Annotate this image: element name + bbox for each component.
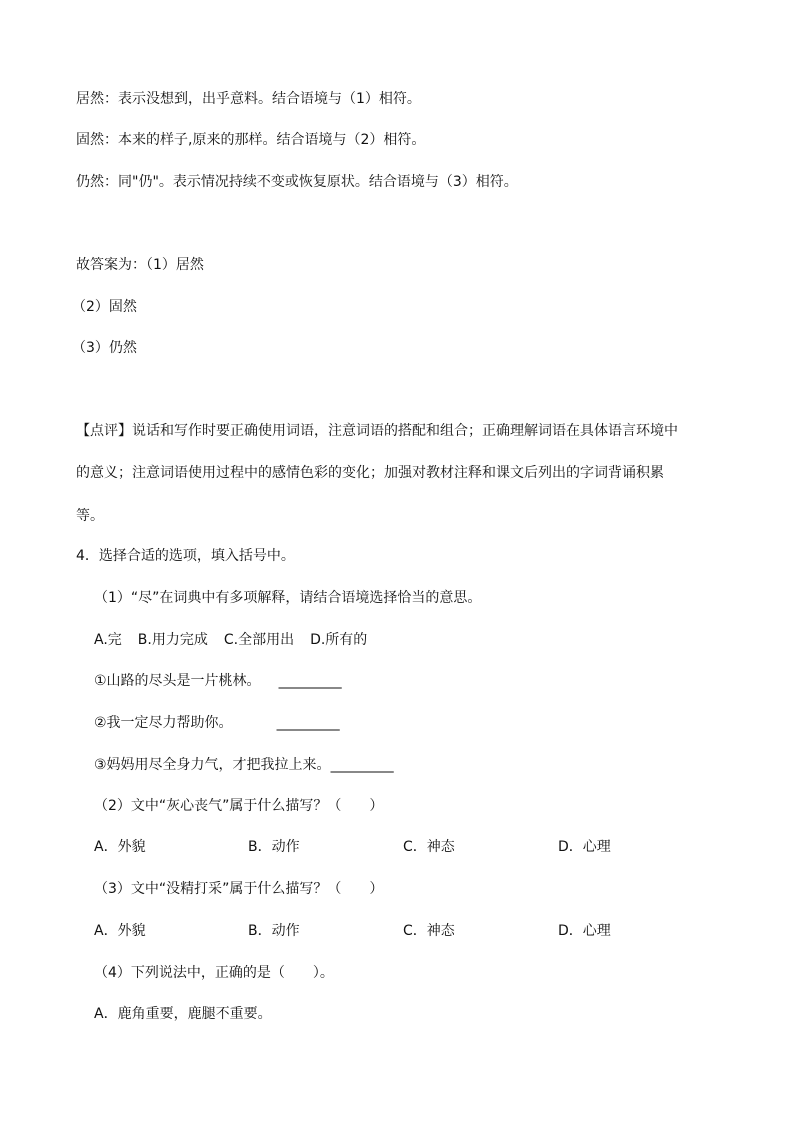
q4-sub1-option-c: C.全部用出 <box>223 632 295 648</box>
comment-line-1: 【点评】说话和写作时要正确使用词语，注意词语的搭配和组合；正确理解词语在具体语言环境中 <box>76 423 678 439</box>
q4-sub1-blank-2[interactable]: _________ <box>276 715 340 731</box>
q4-sub2-option-c: C．神态 <box>403 839 455 855</box>
q4-sub2-option-a: A．外貌 <box>94 839 146 855</box>
q4-sub1-option-a: A.完 <box>94 632 122 648</box>
q4-sub2-prompt: （2）文中“灰心丧气”属于什么描写？（ ） <box>94 798 384 814</box>
q4-sub3-option-b: B．动作 <box>248 923 300 939</box>
q4-sub3-prompt: （3）文中“没精打采”属于什么描写？（ ） <box>94 881 384 897</box>
q4-sub4-prompt: （4）下列说法中，正确的是（ ）。 <box>94 965 334 981</box>
q4-sub3-option-c: C．神态 <box>403 923 455 939</box>
q4-sub1-blank-3[interactable]: _________ <box>330 757 394 773</box>
q4-sub2-option-b: B．动作 <box>248 839 300 855</box>
question-4-title: 4．选择合适的选项，填入括号中。 <box>76 548 295 564</box>
definition-juran: 居然：表示没想到，出乎意料。结合语境与（1）相符。 <box>76 91 421 107</box>
comment-line-2: 的意义；注意词语使用过程中的感情色彩的变化；加强对教材注释和课文后列出的字词背诵积累 <box>76 465 664 481</box>
q4-sub1-item-2 <box>94 714 340 732</box>
q4-sub3-option-a: A．外貌 <box>94 923 146 939</box>
answer-line-1: 故答案为：（1）居然 <box>76 257 204 273</box>
q4-sub1-item-1-text: ①山路的尽头是一片桃林。 <box>94 673 261 689</box>
definition-guran: 固然：本来的样子,原来的那样。结合语境与（2）相符。 <box>76 132 426 148</box>
q4-sub1-prompt: （1）“尽”在词典中有多项解释，请结合语境选择恰当的意思。 <box>94 590 482 606</box>
q4-sub1-item-2-text: ②我一定尽力帮助你。 <box>94 715 233 731</box>
q4-sub1-option-d: D.所有的 <box>310 632 368 648</box>
comment-line-3: 等。 <box>76 508 104 524</box>
q4-sub1-options <box>94 631 367 649</box>
definition-rengran: 仍然：同"仍"。表示情况持续不变或恢复原状。结合语境与（3）相符。 <box>76 174 518 190</box>
q4-sub1-item-1 <box>94 672 342 690</box>
q4-sub3-option-d: D．心理 <box>558 923 611 939</box>
answer-line-2: （2）固然 <box>72 299 137 315</box>
q4-sub2-option-d: D．心理 <box>558 839 611 855</box>
q4-sub1-blank-1[interactable]: _________ <box>278 673 342 689</box>
q4-sub4-option-a: A．鹿角重要，鹿腿不重要。 <box>94 1006 272 1022</box>
q4-sub1-item-3 <box>94 756 394 774</box>
q4-sub1-item-3-text: ③妈妈用尽全身力气，才把我拉上来。 <box>94 757 331 773</box>
q4-sub1-option-b: B.用力完成 <box>137 632 208 648</box>
answer-line-3: （3）仍然 <box>72 340 137 356</box>
